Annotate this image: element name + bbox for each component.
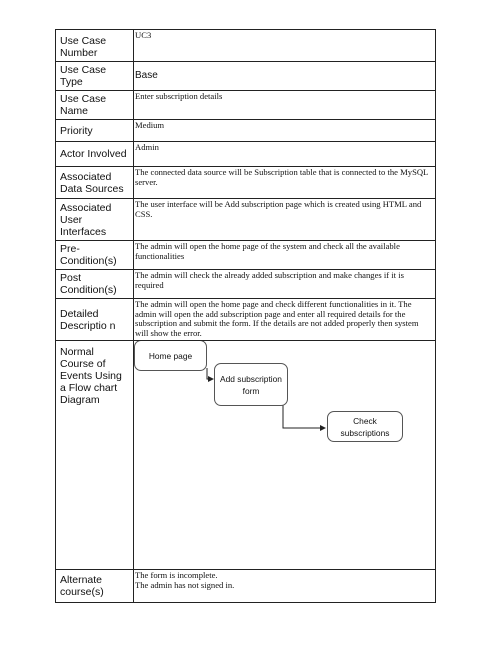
alternate-line-1: The form is incomplete.	[135, 570, 218, 580]
label-actor: Actor Involved	[56, 142, 134, 167]
row-actor	[56, 142, 436, 167]
row-number	[56, 30, 436, 62]
label-detailed-description: Detailed Descriptio n	[56, 299, 134, 341]
row-name	[56, 91, 436, 120]
row-alternate	[56, 570, 436, 603]
label-user-interfaces: Associated User Interfaces	[56, 199, 134, 241]
row-ui	[56, 199, 436, 241]
value-actor: Admin	[134, 142, 436, 167]
use-case-table	[55, 29, 436, 603]
value-postcondition: The admin will check the already added subscription and make changes if it is required	[134, 270, 436, 299]
label-data-sources: Associated Data Sources	[56, 167, 134, 199]
value-use-case-type: Base	[134, 62, 436, 91]
label-priority: Priority	[56, 120, 134, 142]
connector-home-to-add	[207, 368, 213, 379]
label-use-case-number: Use Case Number	[56, 30, 134, 62]
value-use-case-name: Enter subscription details	[134, 91, 436, 120]
value-user-interfaces: The user interface will be Add subscription page which is created using HTML and CSS.	[134, 199, 436, 241]
value-priority: Medium	[134, 120, 436, 142]
label-use-case-type: Use Case Type	[56, 62, 134, 91]
label-normal-course: Normal Course of Events Using a Flow chart Diagram	[56, 341, 134, 570]
row-precondition	[56, 241, 436, 270]
connector-add-to-check	[283, 396, 325, 428]
flow-step-home-page: Home page	[134, 341, 207, 372]
flow-step-add-subscription-form: Add subscription form	[214, 363, 288, 406]
value-data-sources: The connected data source will be Subscription table that is connected to the MySQL server.	[134, 167, 436, 199]
label-use-case-name: Use Case Name	[56, 91, 134, 120]
flowchart	[134, 341, 435, 569]
label-postcondition: Post Condition(s)	[56, 270, 134, 299]
value-precondition: The admin will open the home page of the system and check all the available functionalities	[134, 241, 436, 270]
row-type	[56, 62, 436, 91]
row-postcondition	[56, 270, 436, 299]
row-priority	[56, 120, 436, 142]
value-alternate-course	[134, 570, 436, 603]
value-use-case-number: UC3	[134, 30, 436, 62]
row-detailed	[56, 299, 436, 341]
value-flowchart	[134, 341, 436, 570]
label-alternate-course: Alternate course(s)	[56, 570, 134, 603]
row-normal-course	[56, 341, 436, 570]
row-datasources	[56, 167, 436, 199]
alternate-line-2: The admin has not signed in.	[135, 579, 235, 590]
label-precondition: Pre-Condition(s)	[56, 241, 134, 270]
value-detailed-description: The admin will open the home page and check different functionalities in it. The admin will open the add subscription page and enter all required details for the subscription and submit the form. If the details are not added properly then system will show the error.	[134, 299, 436, 341]
flow-step-check-subscriptions: Check subscriptions	[327, 411, 403, 442]
